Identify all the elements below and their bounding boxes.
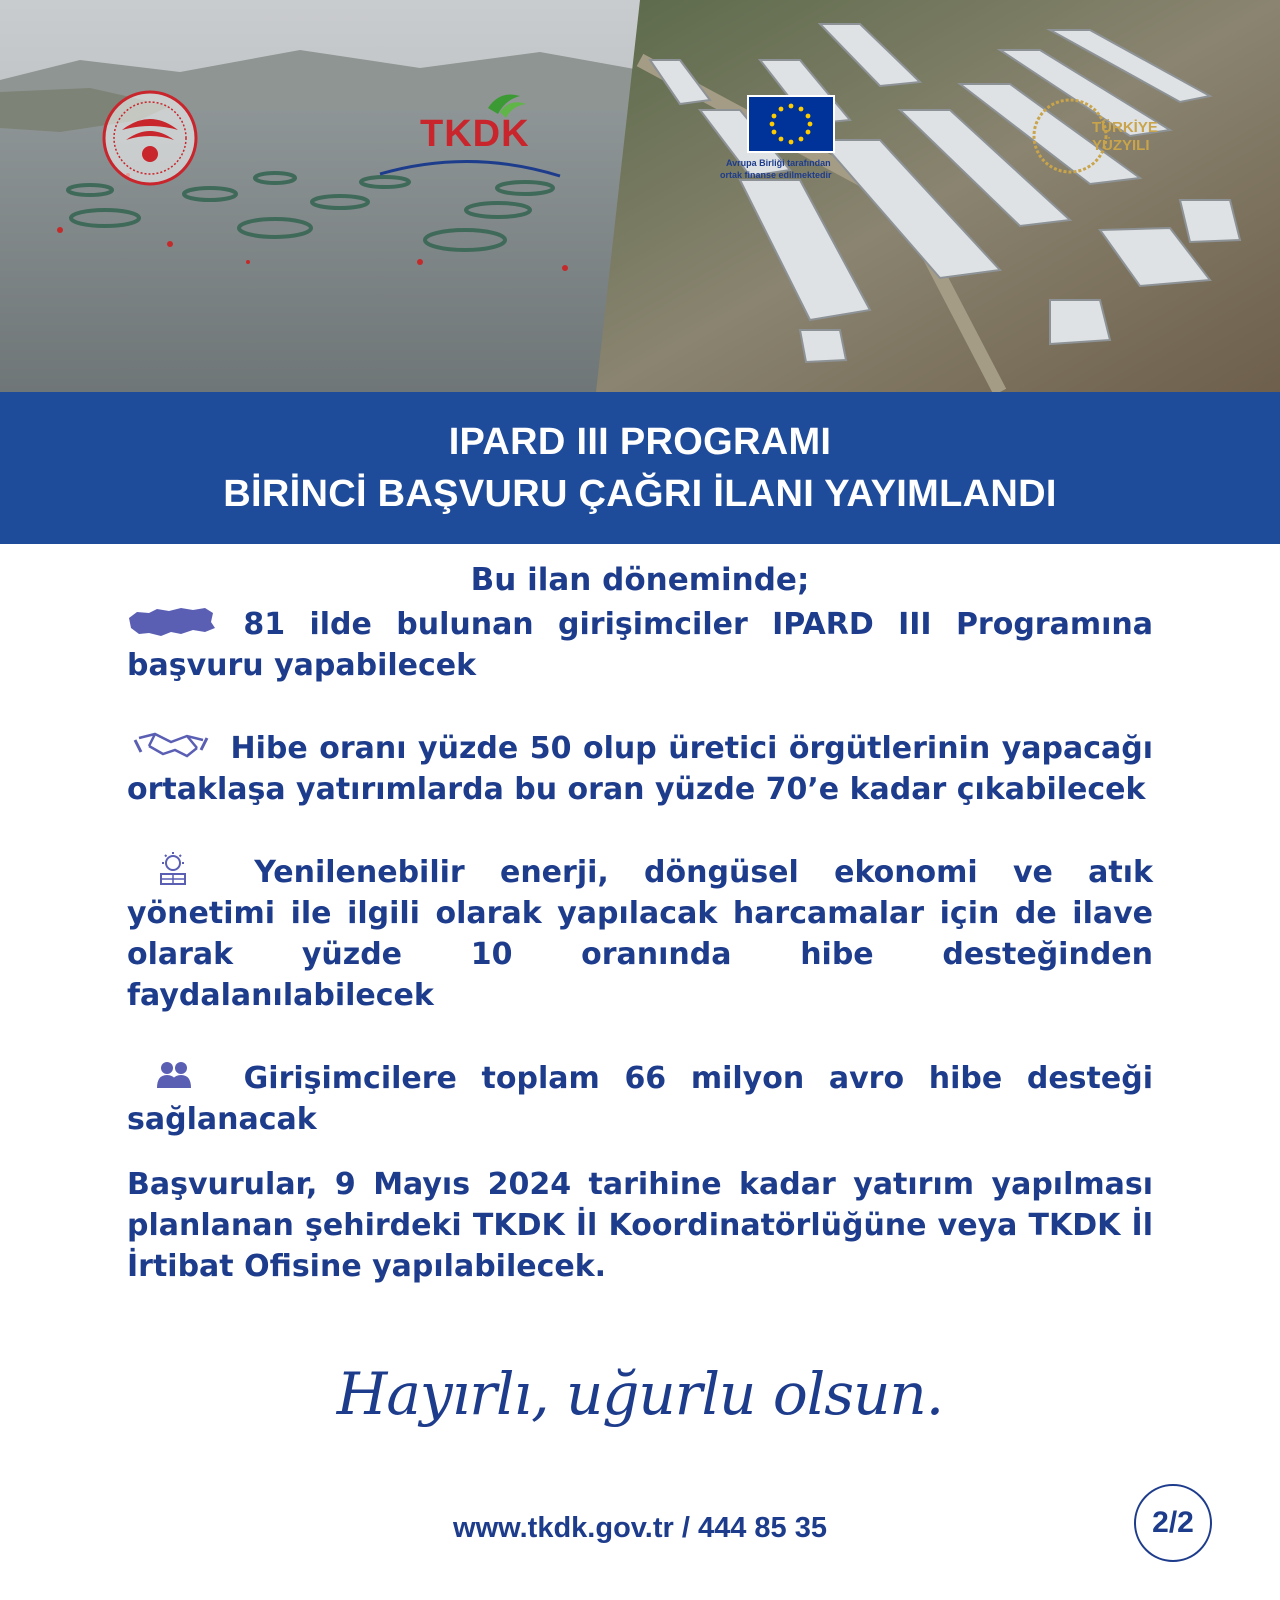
signature-text: Hayırlı, uğurlu olsun.: [336, 1360, 944, 1428]
announcement-body: [127, 560, 1153, 1287]
bullet-text: 81 ilde bulunan girişimciler IPARD III Programına başvuru yapabilecek: [127, 607, 1153, 683]
eu-flag-icon: [748, 96, 834, 152]
bullet-text: Yenilenebilir enerji, döngüsel ekonomi ve atık yönetimi ile ilgili olarak yapılacak harcamalar için de ilave olarak yüzde 10 oranında hibe desteğinden faydalanılabilecek: [127, 855, 1153, 1013]
fish-farm-photo: [0, 0, 640, 392]
people-icon: [127, 1058, 219, 1094]
bullet-total-grant: [127, 1058, 1153, 1140]
intro-text: Bu ilan döneminde;: [470, 562, 810, 598]
bullet-grant-rate: [127, 728, 1153, 810]
closing-text: Başvurular, 9 Mayıs 2024 tarihine kadar yatırım yapılması planlanan şehirdeki TKDK İl Koordinatörlüğüne veya TKDK İl İrtibat Ofisine yapılabilecek.: [127, 1167, 1153, 1284]
page-number-badge: 2/2: [1134, 1484, 1212, 1562]
bullet-renewable: [127, 852, 1153, 1016]
title-banner: [0, 392, 1280, 544]
bullet-text: Girişimcilere toplam 66 milyon avro hibe desteği sağlanacak: [127, 1061, 1153, 1137]
turkey-map-icon: [127, 604, 219, 640]
handshake-icon: [127, 728, 219, 764]
solar-energy-icon: [127, 852, 219, 888]
hero-image: [0, 0, 1280, 392]
barns-photo: [596, 0, 1280, 392]
svg-text:TKDK: TKDK: [420, 113, 530, 155]
svg-text:TÜRKİYE YÜZYILI: TÜRKİYE YÜZYILI: [1092, 119, 1158, 154]
eu-caption: Avrupa Birliği tarafından ortak finanse edilmektedir: [720, 158, 832, 180]
banner-title-line1: IPARD III PROGRAMI: [448, 421, 832, 463]
footer-contact: www.tkdk.gov.tr / 444 85 35: [453, 1512, 827, 1544]
banner-title-line2: BİRİNCİ BAŞVURU ÇAĞRI İLANI YAYIMLANDI: [223, 473, 1057, 515]
bullet-provinces: [127, 604, 1153, 686]
ministry-seal-icon: [104, 92, 196, 184]
bullet-text: Hibe oranı yüzde 50 olup üretici örgütlerinin yapacağı ortaklaşa yatırımlarda bu oran yüzde 70’e kadar çıkabilecek: [127, 731, 1153, 807]
